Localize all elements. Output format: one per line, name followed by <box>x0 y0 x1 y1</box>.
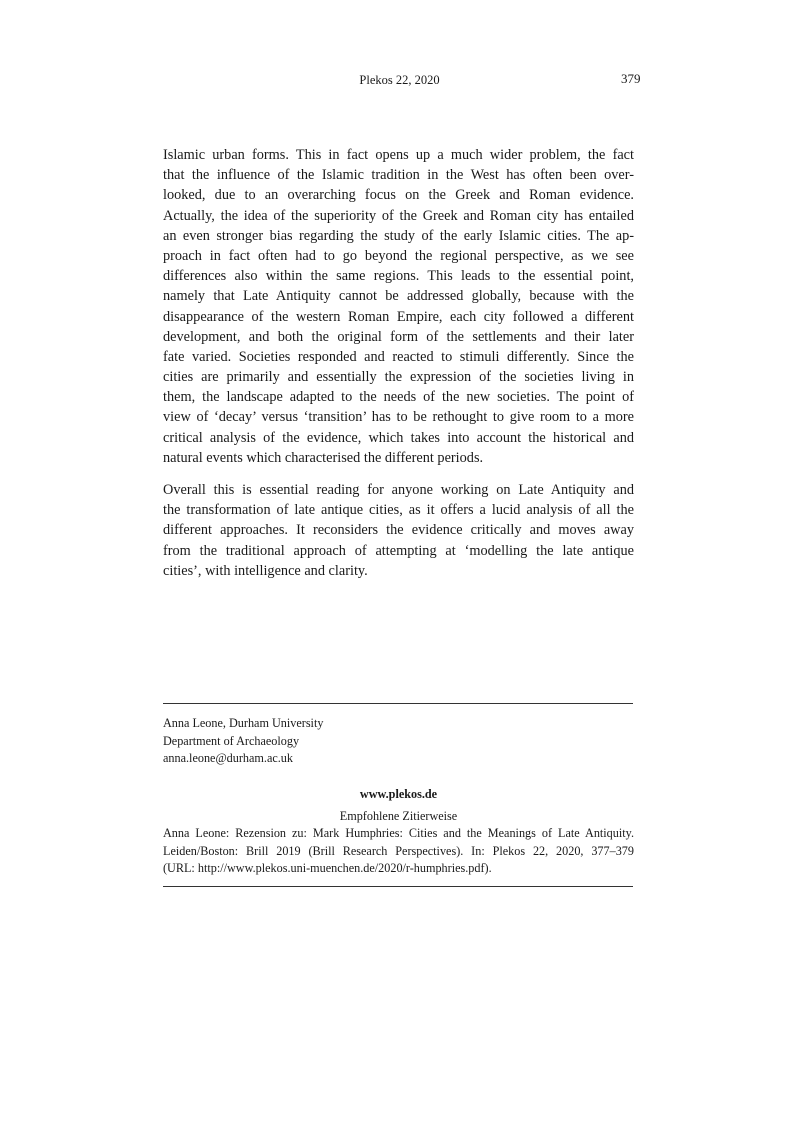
author-department: Department of Archaeology <box>163 733 300 748</box>
text-line: Islamic urban forms. This in fact opens up a much wider problem, the fact <box>163 147 634 163</box>
text-line: natural events which characterised the different periods. <box>163 449 484 466</box>
page-number: 379 <box>621 71 641 86</box>
text-line: namely that Late Antiquity cannot be addressed globally, because with the <box>163 288 634 305</box>
text-line: them, the landscape adapted to the needs of the new societies. The point of <box>163 389 634 406</box>
text-line: fate varied. Societies responded and reacted to stimuli differently. Since the <box>163 348 634 365</box>
author-email[interactable]: anna.leone@durham.ac.uk <box>163 751 293 765</box>
text-line: Overall this is essential reading for anyone working on Late Antiquity and <box>163 482 634 498</box>
text-line: critical analysis of the evidence, which takes into account the historical and <box>163 429 634 446</box>
running-header: Plekos 22, 2020 <box>359 73 440 87</box>
citation-heading: Empfohlene Zitierweise <box>339 808 458 823</box>
text-line: Actually, the idea of the superiority of the Greek and Roman city has entailed <box>163 207 634 224</box>
text-line: the transformation of late antique cities, as it offers a lucid analysis of all the <box>163 502 634 519</box>
text-line: looked, due to an overarching focus on the Greek and Roman evidence. <box>163 187 634 204</box>
author-info <box>163 715 634 768</box>
citation-url[interactable]: (URL: http://www.plekos.uni-muenchen.de/2020/r-humphries.pdf). <box>163 861 492 875</box>
text-line: an even stronger bias regarding the study of the early Islamic cities. The ap- <box>163 227 634 244</box>
citation-line: Anna Leone: Rezension zu: Mark Humphries: Cities and the Meanings of Late Antiquity. <box>163 826 634 840</box>
text-line: view of ‘decay’ versus ‘transition’ has to be rethought to give room to a more <box>163 409 634 426</box>
text-line: development, and both the original form of the settlements and their later <box>163 328 634 345</box>
citation-block <box>163 786 634 878</box>
text-line: that the influence of the Islamic tradition in the West has often been over- <box>163 167 634 184</box>
paragraph-2 <box>163 480 634 581</box>
text-line: from the traditional approach of attempting at ‘modelling the late antique <box>163 542 634 559</box>
text-line: different approaches. It reconsiders the evidence critically and moves away <box>163 522 634 539</box>
website-link[interactable]: www.plekos.de <box>359 787 438 801</box>
text-line: cities’, with intelligence and clarity. <box>163 562 368 579</box>
text-line: proach in fact often had to go beyond the regional perspective, as we see <box>163 247 634 264</box>
text-line: cities are primarily and essentially the expression of the societies living in <box>163 369 634 386</box>
author-name: Anna Leone, Durham University <box>163 716 324 730</box>
citation-line: Leiden/Boston: Brill 2019 (Brill Research Perspectives). In: Plekos 22, 2020, 377–379 <box>163 843 634 858</box>
footnote-divider <box>163 703 633 704</box>
paragraph-1 <box>163 145 634 468</box>
text-line: disappearance of the western Roman Empire, each city followed a different <box>163 308 634 325</box>
text-line: differences also within the same regions. This leads to the essential point, <box>163 268 634 285</box>
footer-divider <box>163 886 633 887</box>
